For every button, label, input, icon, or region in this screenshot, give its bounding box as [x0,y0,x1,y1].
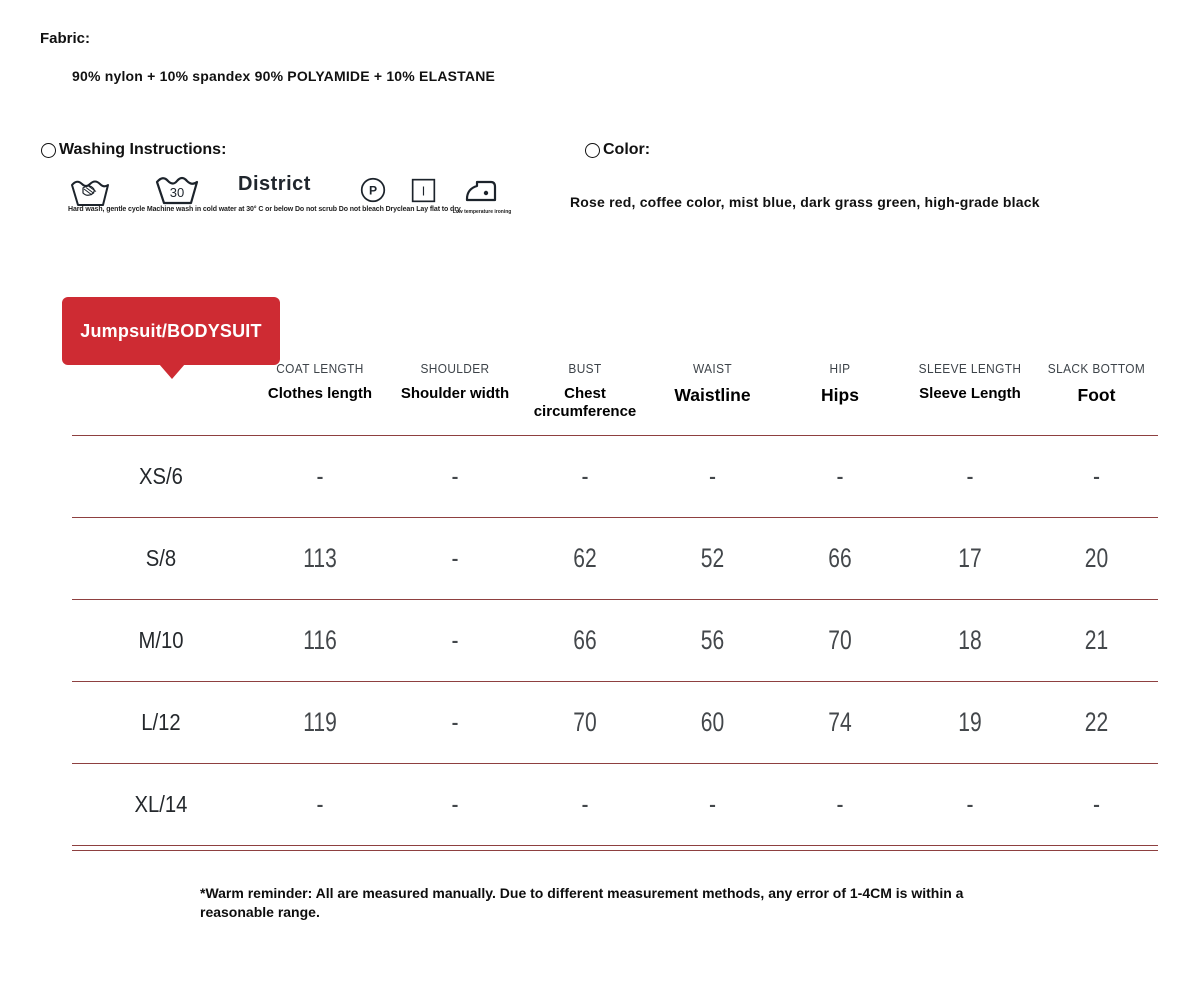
cell-waist: - [708,461,717,491]
circle-bullet-icon [41,143,56,158]
cell-bust: - [581,789,589,819]
column-header-sub: Hips [821,385,859,405]
wash-temperature-label: 30 [169,185,185,200]
color-options-text: Rose red, coffee color, mist blue, dark grass green, high-grade black [570,194,1040,210]
cell-coat-length: - [316,461,324,491]
table-row [72,517,1158,599]
circle-bullet-icon [585,143,600,158]
column-header-sub: Foot [1077,385,1116,405]
cell-hip: 66 [828,543,852,573]
size-chart-table [72,356,1158,851]
hand-wash-icon [70,176,110,208]
size-label: S/8 [145,545,177,571]
cell-sleeve-length: 17 [958,543,982,573]
dry-clean-circle-p-icon [360,177,386,203]
size-label: L/12 [141,709,181,735]
washing-instructions-title: Washing Instructions: [59,141,227,158]
column-header-hip [775,356,905,406]
iron-caption-text: Low temperature ironing [452,209,512,215]
column-header-en: SLACK BOTTOM [1047,362,1146,376]
category-badge-label: Jumpsuit/BODYSUIT [80,320,262,341]
cell-bust: 66 [573,625,597,655]
category-badge [62,297,280,365]
cell-waist: 56 [700,625,725,655]
cell-slack-bottom: 22 [1084,707,1109,737]
table-row [72,599,1158,681]
cell-slack-bottom: 21 [1084,625,1109,655]
column-header-en: SLEEVE LENGTH [918,362,1022,376]
cell-sleeve-length: 19 [958,707,982,737]
washing-instructions-header [41,141,226,159]
column-header-en: BUST [568,362,602,376]
column-header-sub: Shoulder width [400,385,510,402]
fabric-composition-text: 90% nylon + 10% spandex 90% POLYAMIDE + 10% ELASTANE [72,68,496,84]
cell-sleeve-length: 18 [958,625,982,655]
cell-coat-length: 116 [303,625,337,655]
size-label: M/10 [138,627,184,653]
iron-icon [464,179,500,207]
table-row [72,681,1158,763]
column-header-en: SHOULDER [420,362,490,376]
box-letter: I [421,184,426,199]
column-header-sleeve-length [905,356,1035,403]
cell-waist: - [708,789,717,819]
column-header-coat-length [250,356,390,403]
cell-slack-bottom: 20 [1084,543,1109,573]
cell-hip: - [836,461,844,491]
table-row [72,435,1158,517]
cell-bust: - [581,461,589,491]
cell-waist: 60 [700,707,725,737]
column-header-shoulder [390,356,520,403]
cell-shoulder: - [451,707,459,737]
fabric-section-title: Fabric: [40,30,91,47]
cell-shoulder: - [451,789,459,819]
column-header-en: COAT LENGTH [276,362,364,376]
cell-hip: 70 [828,625,852,655]
cell-slack-bottom: - [1092,789,1101,819]
column-header-bust [520,356,650,421]
cell-sleeve-length: - [966,789,974,819]
cell-coat-length: - [316,789,324,819]
cell-shoulder: - [451,543,459,573]
cell-hip: 74 [828,707,852,737]
cell-waist: 52 [700,543,725,573]
cell-hip: - [836,789,844,819]
box-i-icon [411,178,436,203]
column-header-waist [650,356,775,406]
column-header-en: WAIST [692,362,733,376]
color-section-title: Color: [603,141,651,158]
cell-coat-length: 113 [303,543,337,573]
cell-shoulder: - [451,461,459,491]
warm-reminder-text: *Warm reminder: All are measured manually. Due to different measurement methods, any error of 1-4CM is within a reasonable range. [200,885,964,920]
column-header-sub: Sleeve Length [919,385,1021,402]
washing-caption-text: Hard wash, gentle cycle Machine wash in cold water at 30° C or below Do not scrub Do not bleach Dryclean Lay flat to dry [68,206,461,213]
cell-sleeve-length: - [966,461,974,491]
column-header-sub: Clothes length [267,385,373,402]
cell-bust: 70 [573,707,597,737]
district-label: District [238,173,311,195]
color-section-header [585,141,650,159]
column-header-sub: Chest circumference [533,385,637,420]
cell-coat-length: 119 [303,707,337,737]
cell-bust: 62 [573,543,597,573]
dry-clean-letter: P [368,183,378,198]
column-header-en: HIP [829,362,851,376]
machine-wash-30-icon [155,172,199,206]
table-row [72,763,1158,845]
cell-slack-bottom: - [1092,461,1101,491]
size-label: XL/14 [134,791,188,817]
size-label: XS/6 [139,463,183,489]
table-bottom-double-rule [72,845,1158,851]
column-header-sub: Waistline [674,385,751,405]
cell-shoulder: - [451,625,459,655]
column-header-slack-bottom [1035,356,1158,406]
size-table-header-row [72,356,1158,435]
